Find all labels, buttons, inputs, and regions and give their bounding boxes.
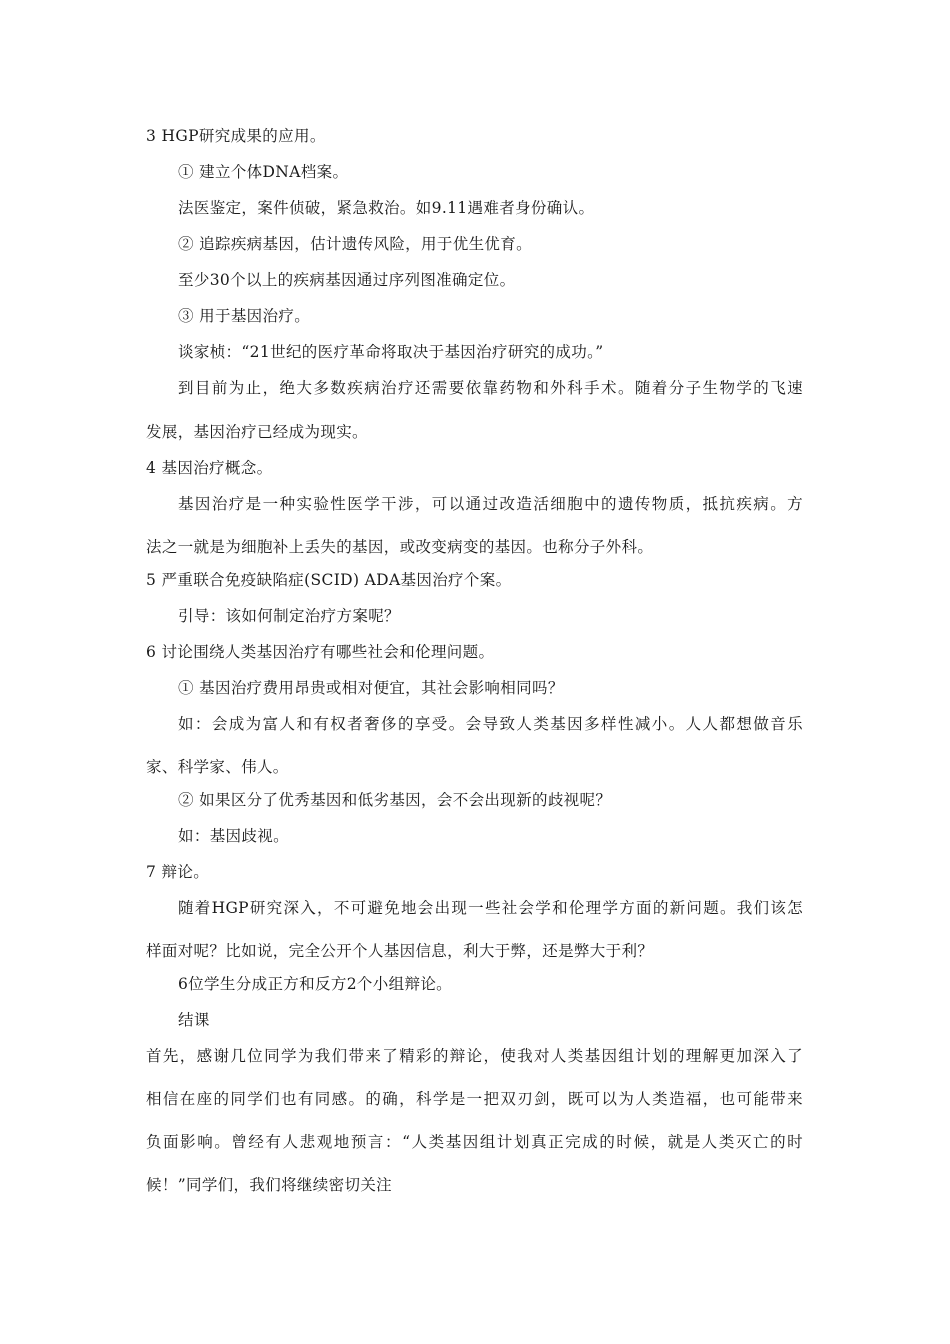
paragraph: 法医鉴定，案件侦破，紧急救治。如9.11遇难者身份确认。 — [178, 199, 595, 217]
paragraph-line: 家、科学家、伟人。 — [146, 758, 289, 776]
section-heading-conclusion: 结课 — [178, 1011, 210, 1029]
list-item-2: ② 追踪疾病基因，估计遗传风险，用于优生优育。 — [178, 235, 532, 253]
paragraph-line: 样面对呢？比如说，完全公开个人基因信息，利大于弊，还是弊大于利？ — [146, 942, 654, 960]
paragraph-line: 相信在座的同学们也有同感。的确，科学是一把双刃剑，既可以为人类造福，也可能带来 — [146, 1090, 803, 1108]
paragraph-line: 到目前为止，绝大多数疾病治疗还需要依靠药物和外科手术。随着分子生物学的飞速 — [178, 379, 803, 397]
paragraph: 至少30个以上的疾病基因通过序列图准确定位。 — [178, 271, 516, 289]
paragraph-line: 法之一就是为细胞补上丢失的基因，或改变病变的基因。也称分子外科。 — [146, 538, 654, 556]
paragraph-line: 负面影响。曾经有人悲观地预言：“人类基因组计划真正完成的时候，就是人类灭亡的时 — [146, 1133, 803, 1151]
section-heading-5: 5 严重联合免疫缺陷症(SCID) ADA基因治疗个案。 — [146, 571, 512, 589]
section-heading-3: 3 HGP研究成果的应用。 — [146, 127, 326, 145]
paragraph: 如：基因歧视。 — [178, 827, 289, 845]
list-item-3: ③ 用于基因治疗。 — [178, 307, 311, 325]
list-item-1: ① 基因治疗费用昂贵或相对便宜，其社会影响相同吗？ — [178, 679, 564, 697]
section-heading-4: 4 基因治疗概念。 — [146, 459, 273, 477]
quote: 谈家桢：“21世纪的医疗革命将取决于基因治疗研究的成功。” — [178, 343, 604, 361]
paragraph-line: 发展，基因治疗已经成为现实。 — [146, 423, 368, 441]
list-item-2: ② 如果区分了优秀基因和低劣基因，会不会出现新的歧视呢？ — [178, 791, 612, 809]
paragraph-line: 随着HGP研究深入，不可避免地会出现一些社会学和伦理学方面的新问题。我们该怎 — [178, 899, 803, 917]
paragraph-line: 如：会成为富人和有权者奢侈的享受。会导致人类基因多样性减小。人人都想做音乐 — [178, 715, 803, 733]
paragraph-line: 首先，感谢几位同学为我们带来了精彩的辩论，使我对人类基因组计划的理解更加深入了 — [146, 1047, 803, 1065]
section-heading-7: 7 辩论。 — [146, 863, 210, 881]
paragraph-line: 基因治疗是一种实验性医学干涉，可以通过改造活细胞中的遗传物质，抵抗疾病。方 — [178, 495, 803, 513]
list-item-1: ① 建立个体DNA档案。 — [178, 163, 349, 181]
paragraph: 引导：该如何制定治疗方案呢？ — [178, 607, 400, 625]
section-heading-6: 6 讨论围绕人类基因治疗有哪些社会和伦理问题。 — [146, 643, 495, 661]
paragraph-line: 候！”同学们，我们将继续密切关注 — [146, 1176, 393, 1194]
paragraph: 6位学生分成正方和反方2个小组辩论。 — [178, 975, 453, 993]
